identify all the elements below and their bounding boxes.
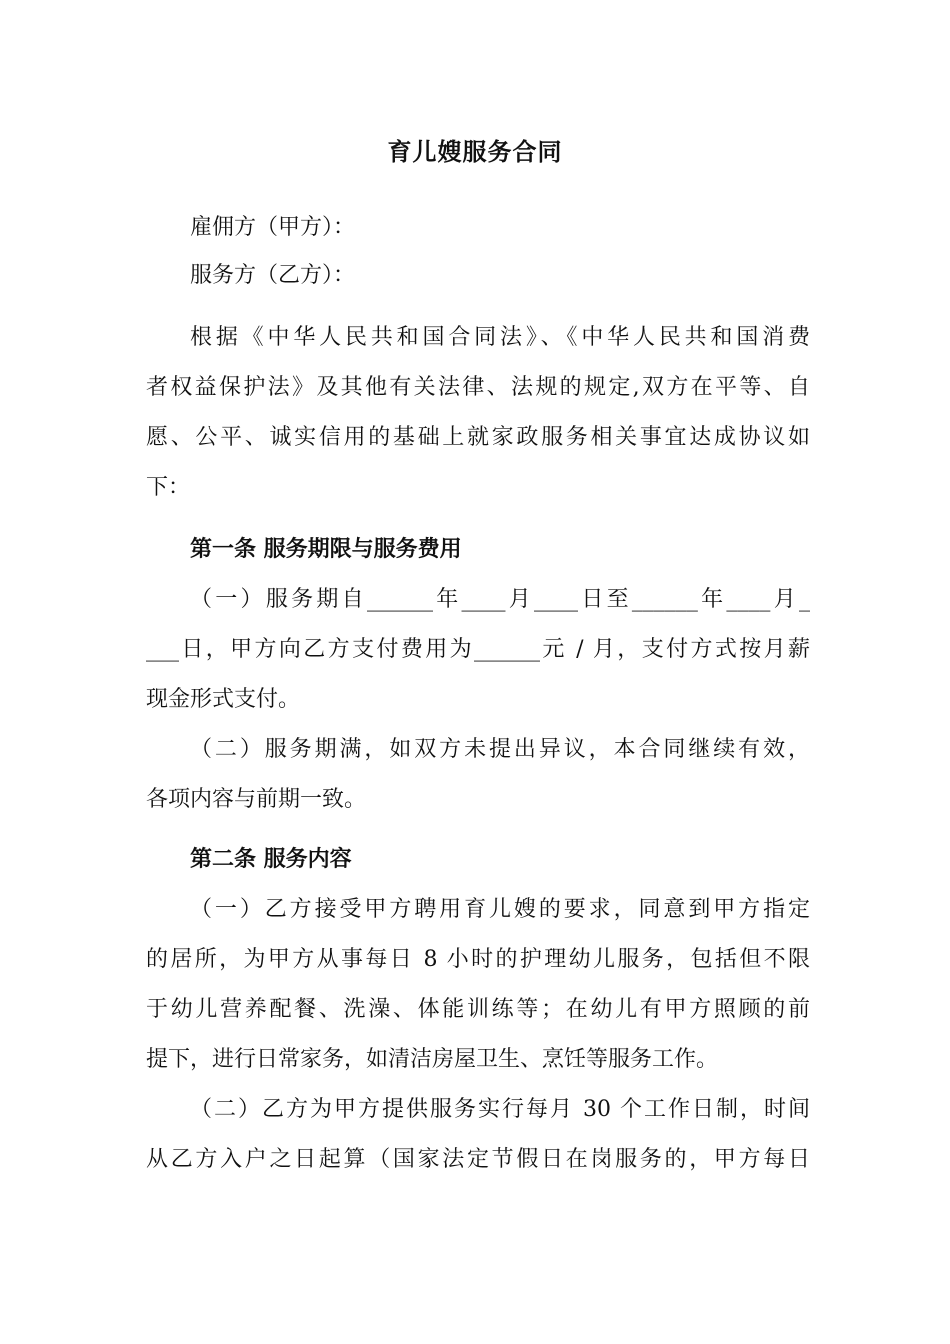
document-title: 育儿嫂服务合同: [387, 138, 563, 166]
party-b-label: 服务方（乙方）：: [190, 263, 356, 288]
article-2-clause-1-line: 提下，进行日常家务，如清洁房屋卫生、烹饪等服务工作。: [146, 1047, 719, 1072]
party-a-label: 雇佣方（甲方）：: [190, 215, 356, 240]
article-2-clause-2-line: 从乙方入户之日起算（国家法定节假日在岗服务的，甲方每日: [146, 1147, 810, 1172]
preamble-line: 下：: [146, 475, 191, 500]
article-1-clause-1-line: （一）服务期自______年____月____日至______年____月_: [190, 587, 810, 612]
article-1-clause-2-line: 各项内容与前期一致。: [146, 787, 367, 812]
article-1-clause-2-line: （二）服务期满，如双方未提出异议，本合同继续有效，: [190, 737, 810, 762]
preamble-line: 者权益保护法》及其他有关法律、法规的规定,双方在平等、自: [146, 375, 810, 400]
article-1-clause-1-line: 现金形式支付。: [146, 687, 301, 712]
preamble-line: 愿、公平、诚实信用的基础上就家政服务相关事宜达成协议如: [146, 425, 810, 450]
article-2-clause-1-line: （一）乙方接受甲方聘用育儿嫂的要求，同意到甲方指定: [190, 897, 810, 922]
article-2-clause-2-line: （二）乙方为甲方提供服务实行每月 30 个工作日制，时间: [190, 1097, 810, 1122]
preamble-line: 根据《中华人民共和国合同法》、《中华人民共和国消费: [190, 325, 810, 350]
article-1-clause-1-line: ___日，甲方向乙方支付费用为______元 / 月，支付方式按月薪: [146, 637, 810, 662]
article-2-heading: 第二条 服务内容: [190, 847, 352, 872]
article-2-clause-1-line: 的居所，为甲方从事每日 8 小时的护理幼儿服务，包括但不限: [146, 947, 810, 972]
article-1-heading: 第一条 服务期限与服务费用: [190, 537, 462, 562]
article-2-clause-1-line: 于幼儿营养配餐、洗澡、体能训练等；在幼儿有甲方照顾的前: [146, 997, 810, 1022]
